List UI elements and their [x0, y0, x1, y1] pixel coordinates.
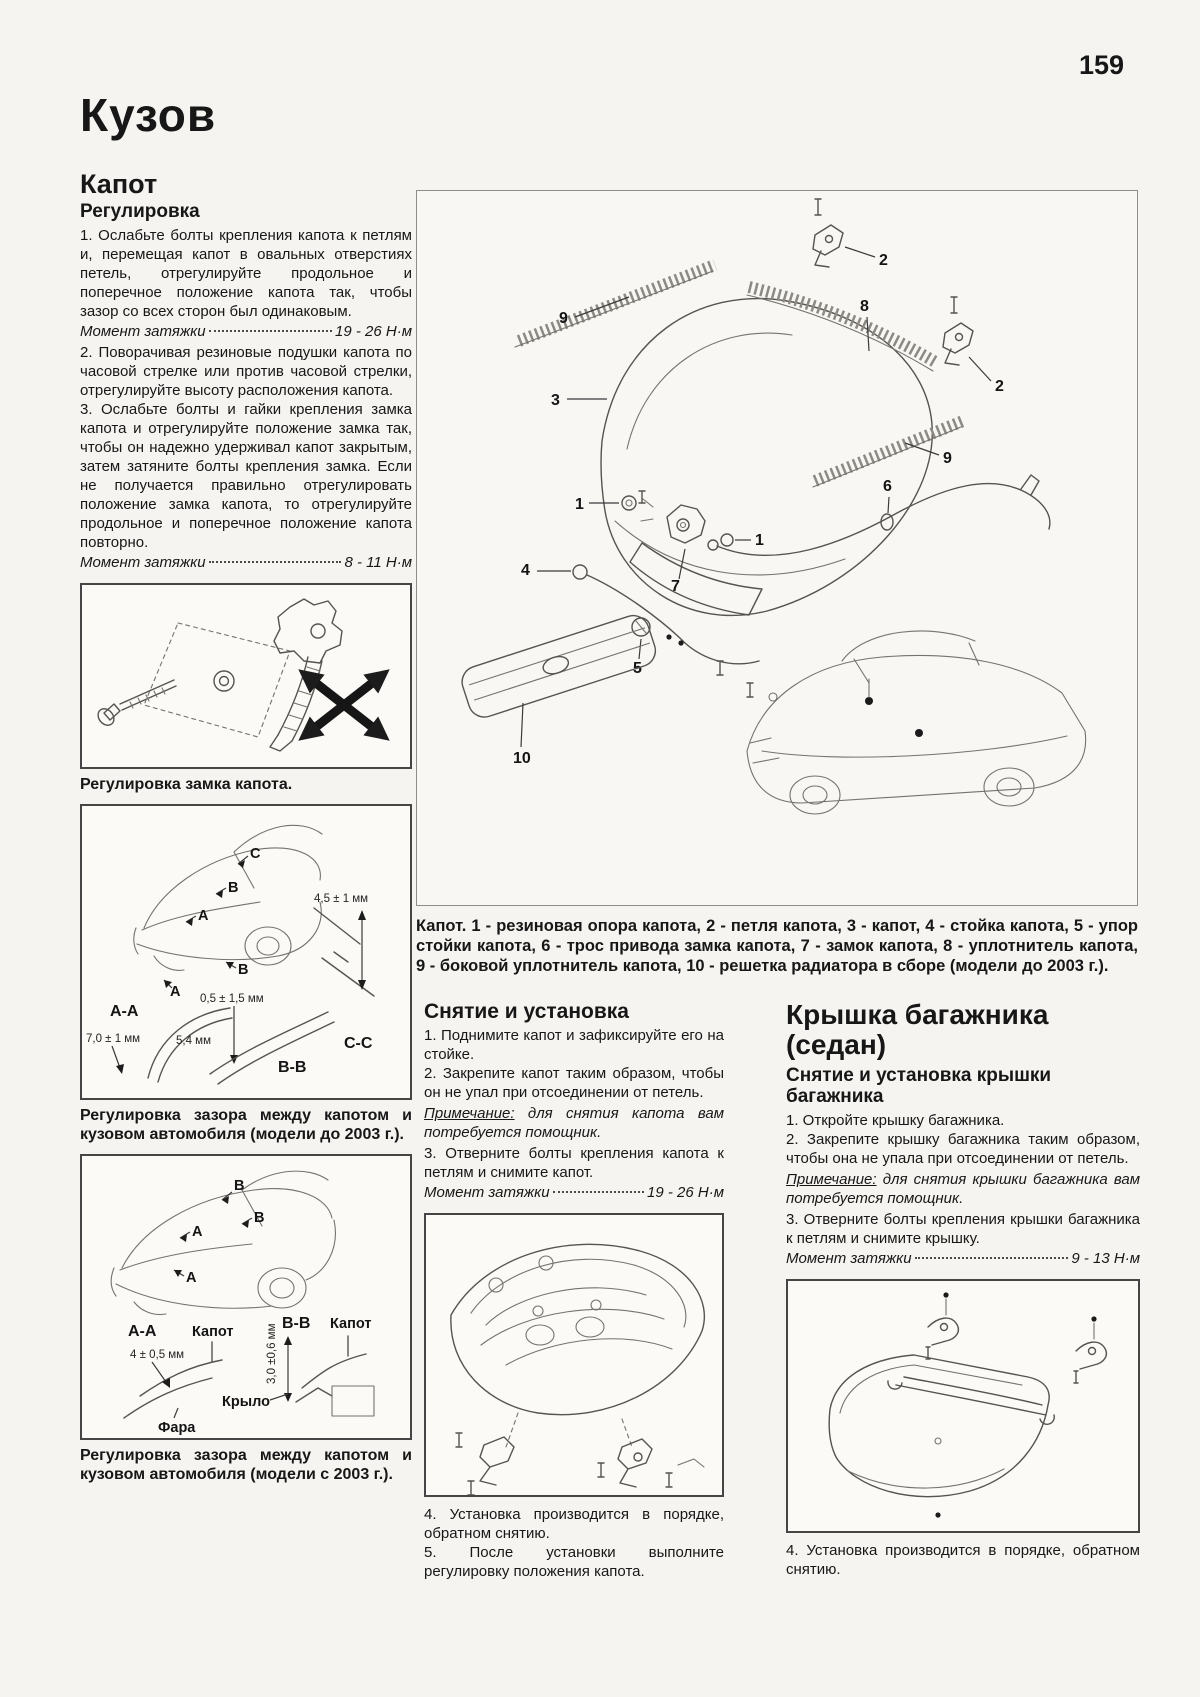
- svg-text:A: A: [170, 984, 181, 1001]
- svg-text:7: 7: [671, 578, 680, 595]
- figure-hood-lock-adjustment: [80, 583, 412, 769]
- svg-text:C-C: C-C: [344, 1035, 373, 1053]
- subsection-adjustment: Регулировка: [80, 201, 200, 223]
- svg-text:6: 6: [883, 478, 892, 495]
- svg-text:Капот: Капот: [330, 1316, 372, 1333]
- section-title-trunk: Крышка багажника (седан): [786, 999, 1049, 1061]
- paragraph: 3. Отверните болты крепления крышки багажника к петлям и снимите крышку.: [786, 1211, 1140, 1248]
- svg-text:1: 1: [575, 496, 584, 513]
- paragraph: 1. Откройте крышку багажника.: [786, 1112, 1005, 1130]
- svg-text:A: A: [192, 1224, 203, 1241]
- svg-text:2: 2: [879, 252, 888, 269]
- svg-text:B: B: [234, 1178, 245, 1195]
- svg-text:Крыло: Крыло: [222, 1394, 270, 1411]
- note: Примечание: для снятия капота вам потребуется помощник.: [424, 1105, 724, 1142]
- figure-caption: Регулировка зазора между капотом и кузовом автомобиля (модели до 2003 г.).: [80, 1107, 412, 1144]
- figure-caption: Регулировка зазора между капотом и кузовом автомобиля (модели с 2003 г.).: [80, 1447, 412, 1484]
- hood-removal-sketch: [426, 1215, 722, 1495]
- svg-text:3: 3: [551, 392, 560, 409]
- svg-text:4 ± 0,5 мм: 4 ± 0,5 мм: [130, 1349, 185, 1362]
- paragraph: 2. Закрепите капот таким образом, чтобы он не упал при отсоединении от петель.: [424, 1065, 724, 1102]
- torque-spec: Момент затяжки 9 - 13 Н·м: [786, 1250, 1140, 1268]
- torque-spec: Момент затяжки 19 - 26 Н·м: [80, 323, 412, 341]
- note: Примечание: для снятия крышки багажника вам потребуется помощник.: [786, 1171, 1140, 1208]
- svg-text:3,0 ±0,6 мм: 3,0 ±0,6 мм: [266, 1323, 278, 1385]
- svg-text:7,0 ± 1 мм: 7,0 ± 1 мм: [86, 1033, 141, 1046]
- right-column: [786, 1000, 1140, 1579]
- paragraph: 1. Ослабьте болты крепления капота к петлям и, перемещая капот в овальных отверстиях петель, отрегулируйте продольное и поперечное положение капота так, чтобы зазор со всех сторон был одинаковым.: [80, 227, 412, 321]
- torque-spec: Момент затяжки 8 - 11 Н·м: [80, 554, 412, 572]
- paragraph: 4. Установка производится в порядке, обратном снятию.: [424, 1506, 724, 1543]
- paragraph: 4. Установка производится в порядке, обратном снятию.: [786, 1542, 1140, 1579]
- page-number: 159: [1078, 50, 1124, 80]
- dotted-leader: [209, 561, 342, 563]
- svg-text:B: B: [228, 880, 239, 897]
- svg-text:B-B: B-B: [282, 1315, 311, 1333]
- svg-text:A: A: [198, 908, 209, 925]
- figure-gap-pre2003: [80, 804, 412, 1100]
- svg-text:2: 2: [995, 378, 1004, 395]
- svg-text:10: 10: [513, 750, 531, 767]
- svg-text:B-B: B-B: [278, 1059, 307, 1077]
- svg-text:1: 1: [755, 532, 764, 549]
- paragraph: 3. Ослабьте болты и гайки крепления замка капота и отрегулируйте положение замка так, чтобы он надежно удерживал капот закрытым, затем затяните болты крепления замка. Если не получается правильно отрегулировать положение замка капота, то отрегулируйте продольное и поперечное положение капота повторно.: [80, 401, 412, 552]
- figure-caption-hood-exploded: Капот. 1 - резиновая опора капота, 2 - петля капота, 3 - капот, 4 - стойка капота, 5 - упор стойки капота, 6 - трос привода замка капота, 7 - замок капота, 8 - уплотнитель капота, 9 - боковой уплотнитель капота, 10 - решетка радиатора в сборе (модели до 2003 г.).: [416, 917, 1138, 975]
- svg-text:Капот: Капот: [192, 1324, 234, 1341]
- svg-text:4: 4: [521, 562, 530, 579]
- paragraph: 1. Поднимите капот и зафиксируйте его на стойке.: [424, 1027, 724, 1064]
- hood-exploded-sketch: [417, 191, 1135, 903]
- svg-text:0,5 ± 1,5 мм: 0,5 ± 1,5 мм: [200, 993, 264, 1006]
- svg-text:B: B: [238, 962, 249, 979]
- subsection-trunk-removal: Снятие и установка крышки багажника: [786, 1065, 1052, 1108]
- figure-hood-removal: [424, 1213, 724, 1497]
- svg-text:5,4 мм: 5,4 мм: [176, 1035, 211, 1048]
- svg-text:A-A: A-A: [128, 1323, 157, 1341]
- torque-spec: Момент затяжки 19 - 26 Н·м: [424, 1184, 724, 1202]
- svg-text:C: C: [250, 846, 261, 863]
- svg-text:4,5 ± 1 мм: 4,5 ± 1 мм: [314, 893, 369, 906]
- figure-gap-2003: [80, 1154, 412, 1440]
- figure-trunk-lid: [786, 1279, 1140, 1533]
- svg-text:9: 9: [559, 310, 568, 327]
- gap-2003-sketch: [82, 1156, 410, 1438]
- subsection-removal: Снятие и установка: [424, 1000, 629, 1023]
- hood-lock-sketch: [82, 585, 410, 767]
- page-title: Кузов: [80, 89, 217, 141]
- svg-text:A: A: [186, 1270, 197, 1287]
- section-title-hood: Капот: [80, 169, 158, 199]
- paragraph: 2. Закрепите крышку багажника таким образом, чтобы она не упала при отсоединении от петель.: [786, 1131, 1140, 1168]
- dotted-leader: [915, 1257, 1069, 1259]
- paragraph: 3. Отверните болты крепления капота к петлям и снимите капот.: [424, 1145, 724, 1182]
- middle-column: [424, 1000, 724, 1581]
- paragraph: 5. После установки выполните регулировку положения капота.: [424, 1544, 724, 1581]
- gap-pre2003-sketch: [82, 806, 410, 1098]
- svg-text:B: B: [254, 1210, 265, 1227]
- svg-text:9: 9: [943, 450, 952, 467]
- dotted-leader: [209, 330, 332, 332]
- paragraph: 2. Поворачивая резиновые подушки капота по часовой стрелке или против часовой стрелки, отрегулируйте высоту расположения капота.: [80, 344, 412, 400]
- svg-text:A-A: A-A: [110, 1003, 139, 1021]
- svg-text:Фара: Фара: [158, 1420, 196, 1437]
- svg-text:5: 5: [633, 660, 642, 677]
- left-column: [80, 170, 412, 1492]
- svg-text:8: 8: [860, 298, 869, 315]
- dotted-leader: [553, 1191, 644, 1193]
- figure-hood-exploded: [416, 190, 1138, 906]
- trunk-lid-sketch: [788, 1281, 1138, 1531]
- figure-caption: Регулировка замка капота.: [80, 776, 293, 794]
